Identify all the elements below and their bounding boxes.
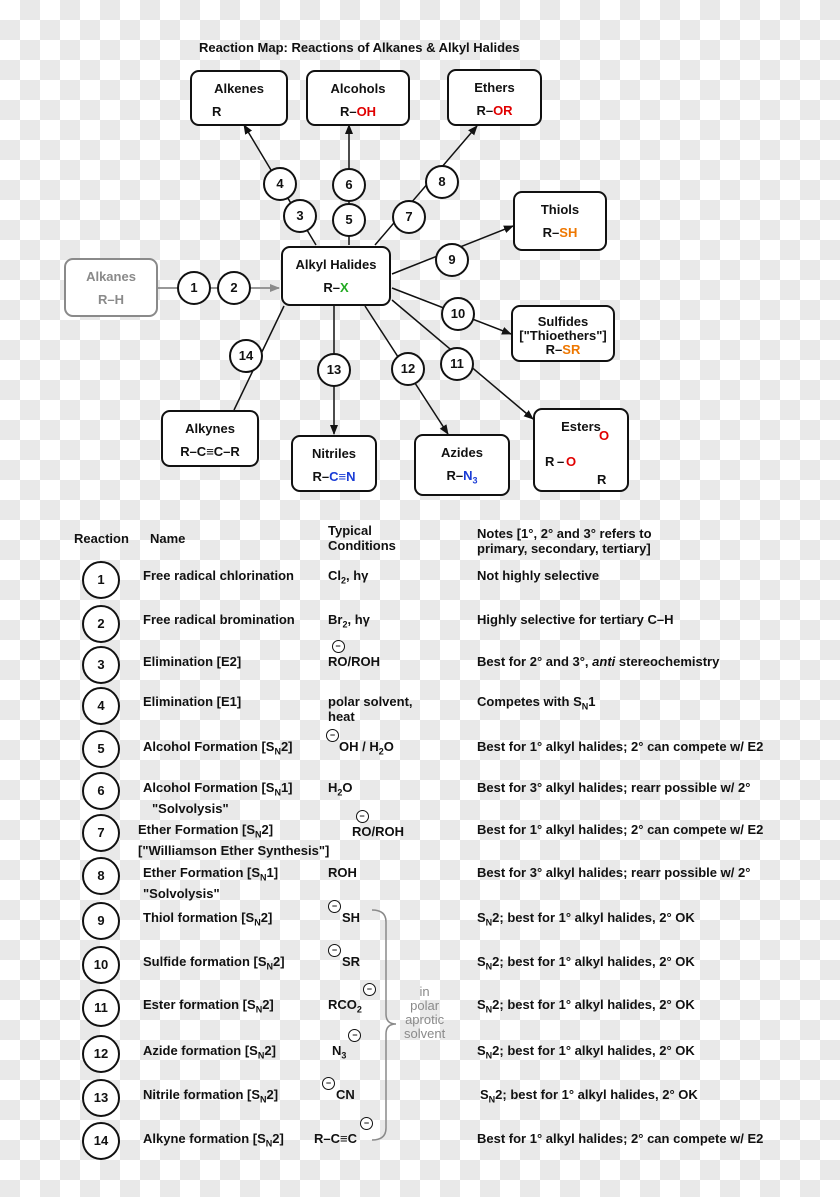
esters-o-label: O: [566, 454, 577, 469]
row-notes: $S_N2$; best for 1° alkyl halides, 2° OK: [477, 954, 695, 972]
header-conditions: Typical Conditions: [328, 523, 396, 553]
alkenes-label: Alkenes: [214, 81, 264, 96]
header-name: Name: [150, 531, 186, 546]
row-conditions: $Br_2$, hγ: [328, 612, 370, 630]
azides-label: Azides: [441, 445, 483, 460]
row-notes: Not highly selective: [477, 568, 600, 583]
thiols-box: [513, 191, 607, 251]
map-circle-14: 14: [229, 339, 263, 373]
ethers-label: Ethers: [474, 80, 515, 95]
row-conditions: RO − /ROH: [352, 811, 404, 839]
row-conditions: − SH: [330, 910, 360, 925]
map-title: Reaction Map: Reactions of Alkanes & Alkyl Halides: [199, 40, 520, 55]
row-number: 8: [82, 857, 120, 895]
row-notes: Best for 1° alkyl halides; 2° can compete w/ E2: [477, 1131, 764, 1146]
map-circle-12: 12: [391, 352, 425, 386]
thiols-label: Thiols: [540, 202, 580, 217]
row-number: 9: [82, 902, 120, 940]
row-name: Free radical chlorination: [143, 568, 294, 583]
row-number: 11: [82, 989, 120, 1027]
row-number: 12: [82, 1035, 120, 1073]
row-name: Free radical bromination: [143, 612, 295, 627]
alkanes-label: Alkanes: [86, 269, 136, 284]
row-name: Sulfide formation $[S_N2]$: [143, 954, 285, 972]
alkynes-label: Alkynes: [185, 421, 235, 436]
sulfides-label: Sulfides: [537, 314, 589, 329]
azides-box: [414, 434, 510, 496]
map-circle-4: 4: [263, 167, 297, 201]
alkenes-box: [190, 70, 288, 126]
esters-carbonyl-o-label: O: [599, 428, 610, 443]
alcohols-box: [306, 70, 410, 126]
row-number: 5: [82, 730, 120, 768]
alkyl-halides-box: [281, 246, 391, 306]
row-number: 1: [82, 561, 120, 599]
row-notes: $S_N2$; best for 1° alkyl halides, 2° OK: [480, 1087, 698, 1105]
row-number: 6: [82, 772, 120, 810]
thiols-formula: R–SH: [542, 225, 578, 240]
alkynes-formula: R–C≡C–R: [180, 444, 240, 459]
map-circle-3: 3: [283, 199, 317, 233]
row-notes: $S_N2$; best for 1° alkyl halides, 2° OK: [477, 910, 695, 928]
row-name: Alcohol Formation $[S_N1]$ "Solvolysis": [143, 780, 293, 816]
alkyl-halides-formula: R–X: [323, 280, 349, 295]
map-circle-11: 11: [440, 347, 474, 381]
map-circle-6: 6: [332, 168, 366, 202]
ethers-formula: R–OR: [476, 103, 513, 118]
row-conditions: $H_2O$: [328, 780, 353, 798]
sulfides-box: [511, 305, 615, 362]
header-notes: Notes [1°, 2° and 3° refers to primary, secondary, tertiary]: [477, 526, 652, 556]
header-reaction: Reaction: [74, 531, 129, 546]
row-number: 14: [82, 1122, 120, 1160]
row-number: 2: [82, 605, 120, 643]
azides-formula: $R-N_3$: [446, 468, 478, 486]
row-notes: Best for 2° and 3°, anti stereochemistry: [477, 654, 720, 669]
esters-box: Esters R – O O R: [533, 408, 629, 492]
map-circle-7: 7: [392, 200, 426, 234]
row-notes: Competes with $S_N1$: [477, 694, 596, 712]
esters-label: Esters: [561, 419, 601, 434]
row-number: 7: [82, 814, 120, 852]
ethers-box: [447, 69, 542, 126]
sulfides-formula: R–SR: [545, 342, 581, 357]
row-notes: Highly selective for tertiary C–H: [477, 612, 674, 627]
alkyl-halides-label: Alkyl Halides: [295, 257, 377, 272]
row-number: 13: [82, 1079, 120, 1117]
row-notes: Best for 1° alkyl halides; 2° can compete w/ E2: [477, 739, 764, 754]
alkynes-box: [161, 410, 259, 467]
nitriles-label: Nitriles: [311, 446, 357, 461]
row-conditions: RO − /ROH: [328, 641, 380, 669]
row-name: Alcohol Formation $[S_N2]$: [143, 739, 293, 757]
row-name: Ether Formation $[S_N2]$ ["Williamson Ether Synthesis"]: [138, 822, 330, 858]
row-name: Nitrile formation $[S_N2]$: [143, 1087, 279, 1105]
row-conditions: $RCO_2$ −: [328, 997, 362, 1018]
alcohols-formula: R–OH: [339, 104, 377, 119]
alkanes-formula: R–H: [97, 292, 124, 307]
sulfides-alt-label: ["Thioethers"]: [519, 328, 607, 343]
alkanes-box: [64, 258, 158, 317]
row-name: Ester formation $[S_N2]$: [143, 997, 274, 1015]
map-circle-2: 2: [217, 271, 251, 305]
row-name: Azide formation $[S_N2]$: [143, 1043, 276, 1061]
polar-aprotic-note: in polar aprotic solvent: [404, 984, 446, 1041]
row-conditions: polar solvent, heat: [328, 694, 413, 724]
map-circle-8: 8: [425, 165, 459, 199]
row-conditions: − OH / $H_2O$: [328, 739, 394, 760]
alcohols-label: Alcohols: [330, 81, 386, 96]
map-circle-9: 9: [435, 243, 469, 277]
row-number: 10: [82, 946, 120, 984]
row-notes: Best for 1° alkyl halides; 2° can compete w/ E2: [477, 822, 764, 837]
row-number: 3: [82, 646, 120, 684]
map-circle-13: 13: [317, 353, 351, 387]
esters-r-label: R: [545, 454, 555, 469]
map-circle-5: 5: [332, 203, 366, 237]
row-notes: $S_N2$; best for 1° alkyl halides, 2° OK: [477, 997, 695, 1015]
row-name: Ether Formation $[S_N1]$ "Solvolysis": [143, 865, 279, 901]
row-notes: $S_N2$; best for 1° alkyl halides, 2° OK: [477, 1043, 695, 1061]
nitriles-box: [291, 435, 377, 492]
row-conditions: − SR: [330, 954, 360, 969]
row-conditions: R–C≡C −: [314, 1131, 357, 1146]
row-notes: Best for 3° alkyl halides; rearr possible w/ 2°: [477, 865, 751, 880]
row-conditions: ROH: [328, 865, 357, 880]
esters-r2-label: R: [597, 472, 607, 487]
row-conditions: $Cl_2$, hγ: [328, 568, 369, 586]
alkenes-formula: R: [212, 104, 222, 119]
nitriles-formula: R–C≡N: [312, 469, 356, 484]
row-notes: Best for 3° alkyl halides; rearr possible w/ 2°: [477, 780, 751, 795]
map-circle-1: 1: [177, 271, 211, 305]
map-circle-10: 10: [441, 297, 475, 331]
row-name: Alkyne formation $[S_N2]$: [143, 1131, 284, 1149]
row-name: Thiol formation $[S_N2]$: [143, 910, 273, 928]
row-conditions: − CN: [324, 1087, 355, 1102]
row-conditions: $N_3$ −: [332, 1043, 346, 1064]
row-name: Elimination [E2]: [143, 654, 242, 669]
row-number: 4: [82, 687, 120, 725]
row-name: Elimination [E1]: [143, 694, 242, 709]
